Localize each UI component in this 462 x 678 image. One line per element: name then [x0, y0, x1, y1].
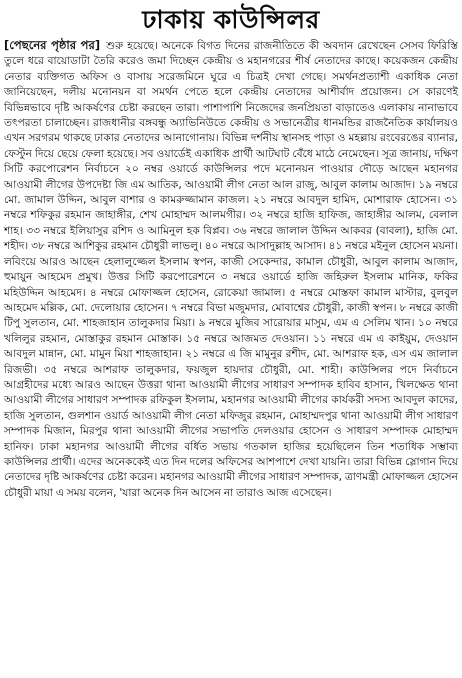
article-headline: ঢাকায় কাউন্সিলর: [142, 5, 320, 34]
article-body-text: শুরু হয়েছে। অনেকে বিগত দিনের রাজনীতিতে কী অবদান রেখেছেন সেসব ফিরিস্তি তুলে ধরে বায়োডাটা তৈরি করেও জমা দিচ্ছেন কেন্দ্রীয় ও মহানগরের শীর্ষ নেতাদের কাছে। কয়েকজন কেন্দ্রীয় নেতার ব্যক্তিগত অফিস ও বাসায় সরেজমিনে ঘুরে এ চিত্রই দেখা গেছে। সমর্থনপ্রত্যাশী একাধিক নেতা জানিয়েছেন, দলীয় মনোনয়ন বা সমর্থন পেতে হলে কেন্দ্রীয় নেতাদের আশীর্বাদ প্রয়োজন। সে কারণেই বিভিন্নভাবে দৃষ্টি আকর্ষণের চেষ্টা করছেন তারা। পাশাপাশি নিজেদের জনপ্রিয়তা বাড়াতেও এলাকায় নানাভাবে তৎপরতা চালাচ্ছেন। রাজধানীর বঙ্গবন্ধু অ্যাভিনিউতে কেন্দ্রীয় ও সভানেত্রীর ধানমন্ডির রাজনৈতিক কার্যালয়ও এখন সরগরম থাকছে ঢাকার নেতাদের আনাগোনায়। বিভিন্ন দর্শনীয় স্থানসহ পাড়া ও মহল্লায় রংবেরঙের ব্যানার, ফেস্টুন দিয়ে ছেয়ে ফেলা হয়েছে। সব ওয়ার্ডেই একাধিক প্রার্থী আটঘাট বেঁধে মাঠে নেমেছেন। সূত্র জানায়, দক্ষিণ সিটি করপোরেশন নির্বাচনে ২০ নম্বর ওয়ার্ডে কাউন্সিলর পদে মনোনয়ন পাওয়ার দৌড়ে আছেন মহানগর আওয়ামী লীগের উপদেষ্টা জি এম আতিক, আওয়ামী লীগ নেতা আল রাজু, আবুল কালাম আজাদ। ১৯ নম্বরে মো. জামাল উদ্দিন, আবুল বাশার ও কামরুজ্জামান কাজল। ২১ নম্বরে আবদুল হামিদ, মোশারাফ হোসেন। ৩১ নম্বরে শফিকুর রহমান জাহাঙ্গীর, শেখ মোহাম্মদ আলমগীর। ৩২ নম্বরে হাজি হাফিজ, জাহাঙ্গীর আলম, বেলাল শাহ। ৩৩ নম্বরে ইলিয়াসুর রশিদ ও আমিনুল হক বিপ্লব। ৩৬ নম্বরে জালাল উদ্দিন আকবর (বাবলা), হাজি মো. শহীদ। ৩৮ নম্বরে আশিকুর রহমান চৌধুরী লাভলু। ৪০ নম্বরে আসাদুল্লাহ আসাদ। ৪১ নম্বরে মইনুল হোসেন ময়না। লবিংয়ে আরও আছেন হেলালুজ্জেল ইসলাম স্বপন, কাজী সেকেন্দার, কামাল চৌধুরী, আবুল কালাম আজাদ, হুমায়ুন আহমেদ প্রমুখ। উত্তর সিটি করপোরেশনে ৩ নম্বরে ওয়ার্ডে হাজি জহিরুল ইসলাম মানিক, ফকির মহিউদ্দিন আহমেদ। ৪ নম্বরে মোফাজ্জল হোসেন, রোকেয়া জামাল। ৫ নম্বরে মোস্তফা কামাল মাস্টার, বুলবুল আহমেদ মল্লিক, মো. দেলোয়ার হোসেন। ৭ নম্বরে বিভা মজুমদার, মোবাশ্বের চৌধুরী, কাজী স্বপন। ৮ নম্বরে কাজী টিপু সুলতান, মো. শাহজাহান তালুকদার মিয়া। ৯ নম্বরে মুজিব সারোয়ার মাসুম, এম এ সেলিম খান। ১০ নম্বরে খলিলুর রহমান, মোস্তাকুর রহমান মোস্তাক। ১৫ নম্বরে আজমত দেওয়ান। ১১ নম্বরে এম এ কাইয়ুম, দেওয়ান আবদুল মান্নান, মো. মামুন মিয়া শাহজাহান। ২১ নম্বরে এ জি মামুনুর রশীদ, মো. আশরাফ হক, এস এম জালাল রিজভী। ৩৫ নম্বরে আশরাফ তালুকদার, ফয়জুল হায়দার চৌধুরী, মো. শাহী। কাউন্সিলর পদে নির্বাচনে আগ্রহীদের মধ্যে আরও আছেন উত্তরা থানা আওয়ামী লীগের সাধারণ সম্পাদক হাবিব হাসান, খিলক্ষেত থানা আওয়ামী লীগের সাধারণ সম্পাদক রফিকুল ইসলাম, মহানগর আওয়ামী লীগের কার্যকরী সদস্য আবদুল কাদের, হাজি সুলতান, গুলশান ওয়ার্ড আওয়ামী লীগ নেতা মফিজুর রহমান, মোহাম্মদপুর থানা আওয়ামী লীগ সাধারণ সম্পাদক মিজান, মিরপুর থানা আওয়ামী লীগের সভাপতি দেলওয়ার হোসেন ও সাধারণ সম্পাদক মোহাম্মদ হানিফ। ঢাকা মহানগর আওয়ামী লীগের বর্ধিত সভায় গতকাল হাজির হয়েছিলেন তিন শতাধিক সম্ভাব্য কাউন্সিলর প্রার্থী। এদের অনেককেই এত দিন দলের অফিসের আশপাশে দেখা যায়নি। তারা বিভিন্ন স্লোগান দিয়ে নেতাদের দৃষ্টি আকর্ষণের চেষ্টা করেন। মহানগর আওয়ামী লীগের সাধারণ সম্পাদক, ত্রাণমন্ত্রী মোফাজ্জল হোসেন চৌধুরী মায়া এ সময় বলেন, 'যারা অনেক দিন আসেন না তারাও আজ এসেছেন।: [4, 40, 458, 499]
continued-from-previous-page-marker: [পেছনের পৃষ্ঠার পর]: [4, 38, 101, 52]
article-body: [4, 38, 458, 501]
